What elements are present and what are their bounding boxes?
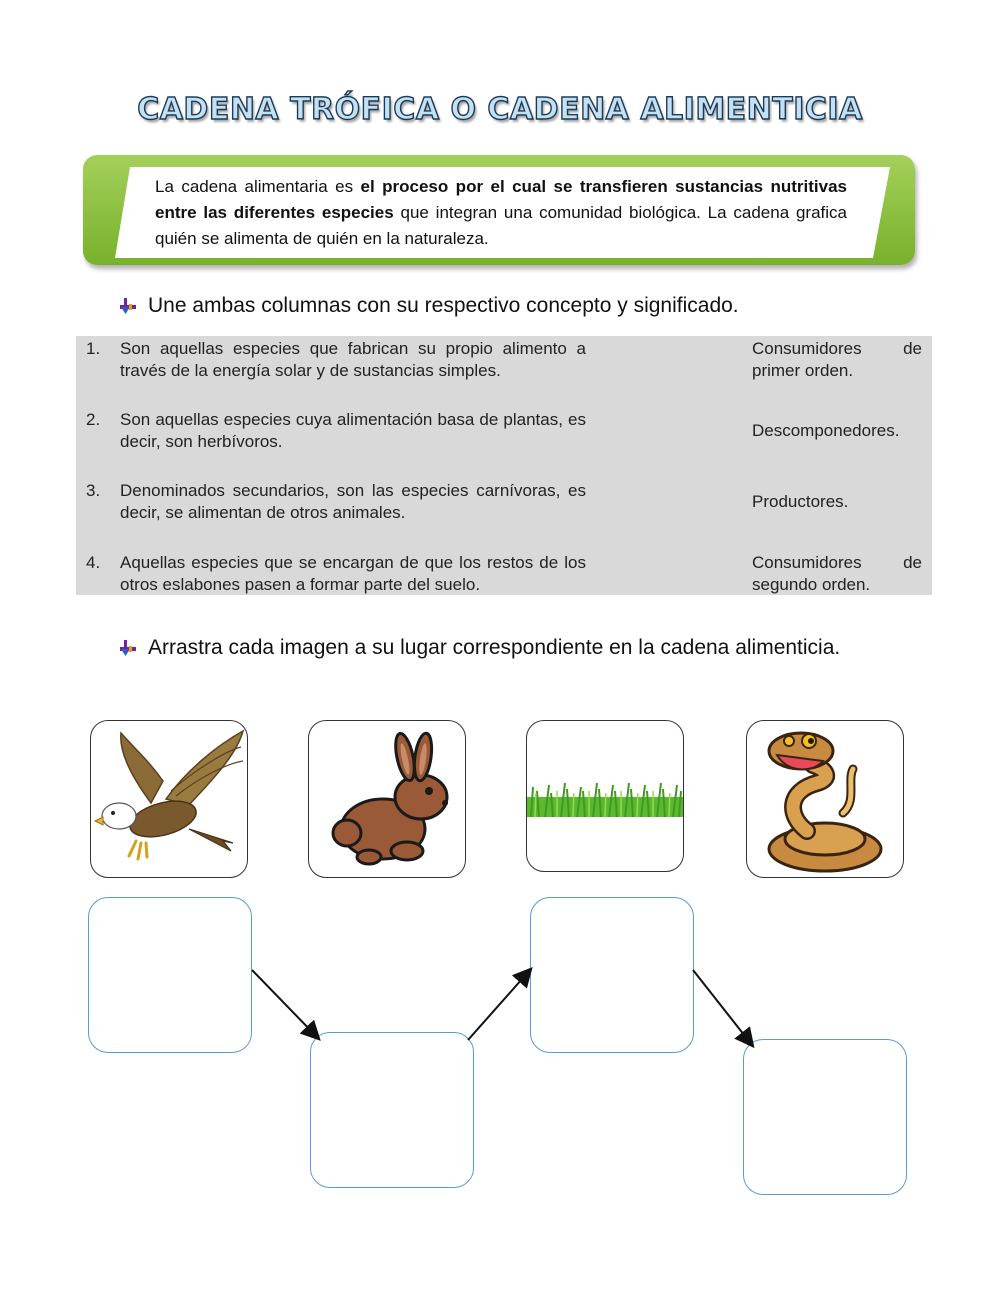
- answer-3[interactable]: Productores.: [752, 492, 849, 511]
- definition-part1: La cadena alimentaria es: [155, 177, 361, 196]
- question-number: 3.: [86, 481, 101, 500]
- instruction2-text: Arrastra cada imagen a su lugar correspondiente en la cadena alimenticia.: [148, 636, 841, 659]
- definition-part2: que integran una comunidad biológica. La cadena grafica quién se alimenta de quién en la naturaleza.: [155, 203, 847, 248]
- definition-text: [155, 174, 847, 252]
- page-title: CADENA TRÓFICA O CADENA ALIMENTICIA: [137, 92, 863, 127]
- question-text: Aquellas especies que se encargan de que los restos de los otros eslabones pasen a formar parte del suelo.: [120, 553, 586, 594]
- answer-4[interactable]: Consumidores de segundo orden.: [752, 553, 922, 594]
- question-text: Son aquellas especies que fabrican su propio alimento a través de la energía solar y de sustancias simples.: [120, 339, 586, 380]
- question-number: 2.: [86, 410, 101, 429]
- question-text: Denominados secundarios, son las especies carnívoras, es decir, se alimentan de otros animales.: [120, 481, 586, 522]
- question-text: Son aquellas especies cuya alimentación basa de plantas, es decir, son herbívoros.: [120, 410, 586, 451]
- arrow-2-3: [468, 970, 530, 1040]
- answer-2[interactable]: Descomponedores.: [752, 421, 900, 440]
- definition-bold: el proceso por el cual se transfieren sustancias nutritivas entre las diferentes especies: [155, 177, 848, 222]
- arrow-1-2: [252, 970, 318, 1038]
- arrow-3-4: [693, 970, 752, 1045]
- instruction1-text: Une ambas columnas con su respectivo concepto y significado.: [148, 294, 739, 317]
- answer-1[interactable]: Consumidores de primer orden.: [752, 339, 922, 380]
- question-number: 4.: [86, 553, 101, 572]
- question-number: 1.: [86, 339, 101, 358]
